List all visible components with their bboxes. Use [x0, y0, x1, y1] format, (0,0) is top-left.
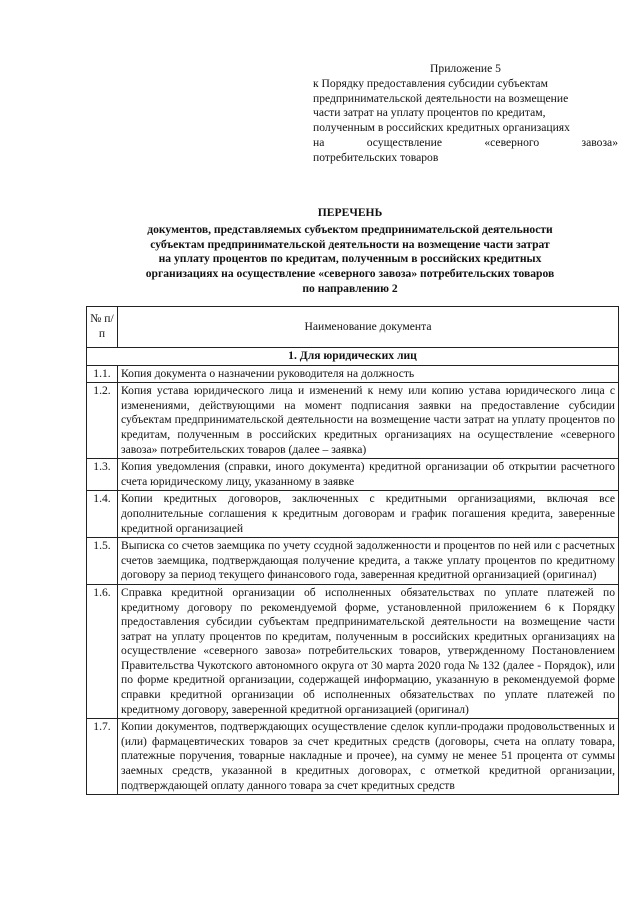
row-text: Справка кредитной организации об исполненных обязательствах по уплате платежей по кредитному договору по рекомендуемой форме, установленной приложением 6 к Порядку предоставления субсидии субъектам предпринимательской деятельности на возмещение части затрат на уплату процентов по кредитам, полученным в российских кредитных организациях на осуществление «северного завоза» потребительских товаров, утвержденному Постановлением Правительства Чукотского автономного округа от 30 марта 2020 года № 132 (далее - Порядок), или по форме кредитной организации, содержащей информацию, указанную в рекомендуемой форме справки кредитной организации об исполненных обязательствах по уплате платежей по кредитному договору, заверенной кредитной организацией (оригинал) [118, 584, 619, 718]
table-row [87, 365, 619, 383]
row-number: 1.6. [87, 584, 118, 718]
table-header-row [87, 307, 619, 348]
table-row [87, 459, 619, 491]
row-number: 1.3. [87, 459, 118, 491]
appendix-line: на осуществление «северного завоза» [313, 135, 618, 149]
table-row [87, 584, 619, 718]
table-row [87, 538, 619, 585]
table-row [87, 719, 619, 795]
appendix-title: Приложение 5 [430, 62, 501, 75]
row-text: Копия устава юридического лица и изменений к нему или копию устава юридического лица с изменениями, действующими на момент подписания заявки на предоставление субсидии субъектам предпринимательской деятельности на возмещение части затрат на уплату процентов по кредитам, полученным в российских кредитных организациях на осуществление «северного завоза» потребительских товаров (далее – заявка) [118, 383, 619, 459]
heading-line: организациях на осуществление «северного завоза» потребительских товаров [145, 267, 555, 281]
table-row [87, 383, 619, 459]
documents-table [86, 306, 619, 795]
appendix-line: к Порядку предоставления субсидии субъектам [313, 76, 548, 90]
header-number: № п/п [87, 307, 118, 348]
row-number: 1.2. [87, 383, 118, 459]
section-title: 1. Для юридических лиц [87, 348, 619, 366]
row-number: 1.5. [87, 538, 118, 585]
appendix-line: части затрат на уплату процентов по кредитам, [313, 106, 546, 120]
appendix-block [313, 62, 618, 166]
section-row [87, 348, 619, 366]
row-text: Копии кредитных договоров, заключенных с кредитными организациями, включая все дополнительные соглашения к кредитным договорам и график погашения кредита, заверенные кредитной организацией [118, 491, 619, 538]
heading-line: документов, представляемых субъектом предпринимательской деятельности [147, 222, 553, 236]
document-heading [80, 206, 620, 297]
row-number: 1.1. [87, 365, 118, 383]
heading-line: по направлению 2 [302, 281, 398, 295]
heading-title: ПЕРЕЧЕНЬ [317, 206, 383, 219]
appendix-line: потребительских товаров [313, 150, 439, 164]
table-row [87, 491, 619, 538]
row-text: Копии документов, подтверждающих осуществление сделок купли-продажи продовольственных и (или) фармацевтических товаров за счет кредитных средств (договоры, счета на оплату товара, платежные поручения, товарные накладные и прочее), на сумму не менее 51 процента от суммы заемных средств, указанной в кредитных договорах, с отметкой кредитной организации, подтверждающей оплату данного товара за счет кредитных средств [118, 719, 619, 795]
heading-line: субъектам предпринимательской деятельности на возмещение части затрат [150, 237, 550, 251]
header-document-name: Наименование документа [118, 307, 619, 348]
row-text: Копия уведомления (справки, иного документа) кредитной организации об открытии расчетного счета юридическому лицу, указанному в заявке [118, 459, 619, 491]
row-number: 1.7. [87, 719, 118, 795]
row-text: Копия документа о назначении руководителя на должность [118, 365, 619, 383]
row-number: 1.4. [87, 491, 118, 538]
row-text: Выписка со счетов заемщика по учету ссудной задолженности и процентов по ней или с расчетных счетов заемщика, подтверждающая получение кредита, а также уплату процентов по кредитному договору за период текущего финансового года, заверенная кредитной организацией (оригинал) [118, 538, 619, 585]
appendix-line: предпринимательской деятельности на возмещение [313, 91, 569, 105]
heading-line: на уплату процентов по кредитам, полученным в российских кредитных [158, 252, 542, 266]
appendix-line: полученным в российских кредитных организациях [313, 121, 570, 135]
